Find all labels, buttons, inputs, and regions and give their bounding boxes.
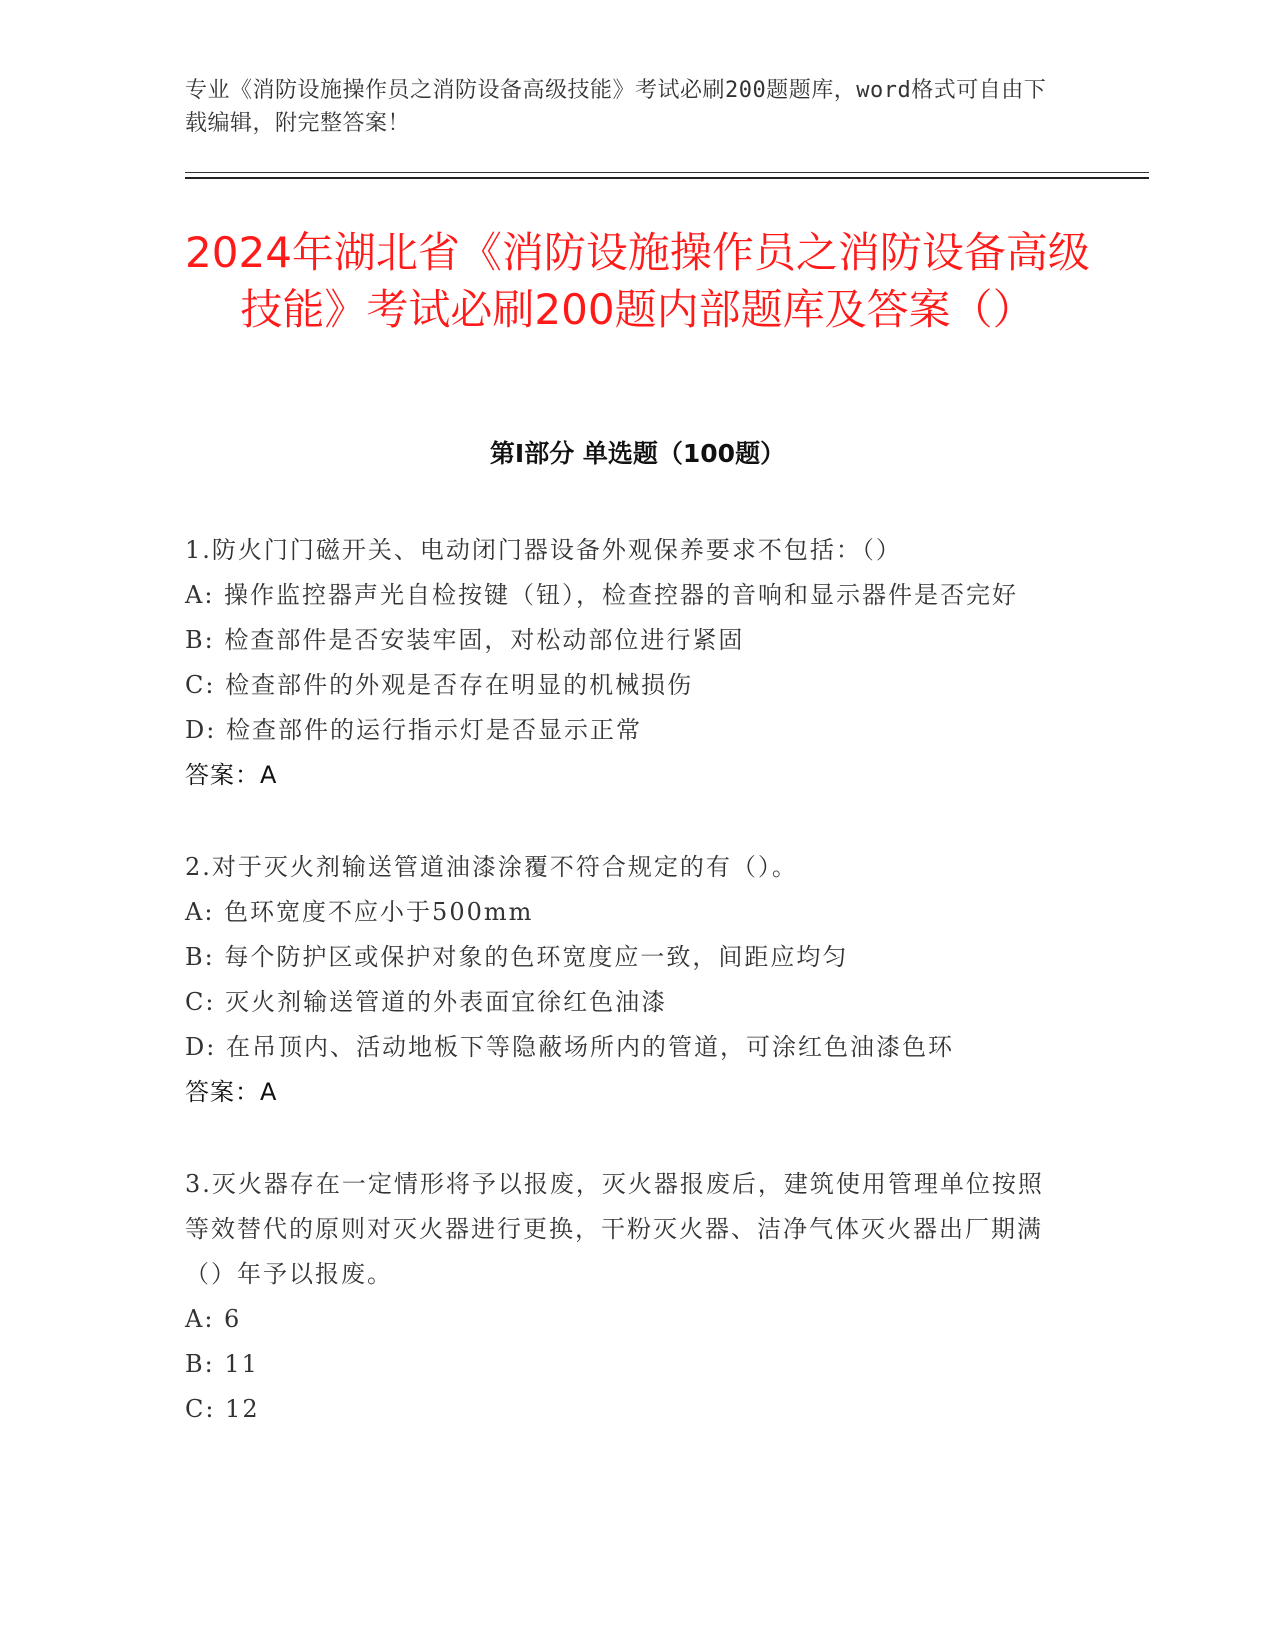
option-d: D: 检查部件的运行指示灯是否显示正常: [185, 716, 642, 744]
option-a: A: 6: [185, 1305, 242, 1333]
question-stem: 1.防火门门磁开关、电动闭门器设备外观保养要求不包括：（）: [185, 536, 902, 564]
question-3: [185, 1162, 1065, 1432]
header-rule-thin: [185, 172, 1149, 173]
question-1: [185, 528, 1065, 798]
option-a: A: 色环宽度不应小于500mm: [185, 898, 534, 926]
document-title: 2024年湖北省《消防设施操作员之消防设备高级技能》考试必刷200题内部题库及答案（）: [185, 228, 1090, 334]
option-a: A: 操作监控器声光自检按键（钮），检查控器的音响和显示器件是否完好: [185, 581, 1019, 609]
section-heading: 第I部分 单选题（100题）: [489, 439, 786, 468]
question-2: [185, 845, 1065, 1115]
header-rule-thick: [185, 177, 1149, 179]
option-c: C: 12: [185, 1395, 260, 1423]
option-c: C: 检查部件的外观是否存在明显的机械损伤: [185, 671, 694, 699]
answer-line: 答案：A: [185, 1078, 278, 1106]
question-list: [185, 528, 1065, 1479]
option-d: D: 在吊顶内、活动地板下等隐蔽场所内的管道，可涂红色油漆色环: [185, 1033, 954, 1061]
option-b: B: 检查部件是否安装牢固，对松动部位进行紧固: [185, 626, 745, 654]
answer-line: 答案：A: [185, 761, 278, 789]
header-note: 专业《消防设施操作员之消防设备高级技能》考试必刷200题题库，word格式可自由下载编辑，附完整答案！: [185, 78, 1047, 136]
question-stem: 2.对于灭火剂输送管道油漆涂覆不符合规定的有（）。: [185, 853, 798, 881]
option-b: B: 每个防护区或保护对象的色环宽度应一致，间距应均匀: [185, 943, 849, 971]
question-stem: 3.灭火器存在一定情形将予以报废，灭火器报废后，建筑使用管理单位按照等效替代的原则对灭火器进行更换，干粉灭火器、洁净气体灭火器出厂期满（）年予以报废。: [185, 1170, 1044, 1288]
option-b: B: 11: [185, 1350, 259, 1378]
option-c: C: 灭火剂输送管道的外表面宜徐红色油漆: [185, 988, 668, 1016]
